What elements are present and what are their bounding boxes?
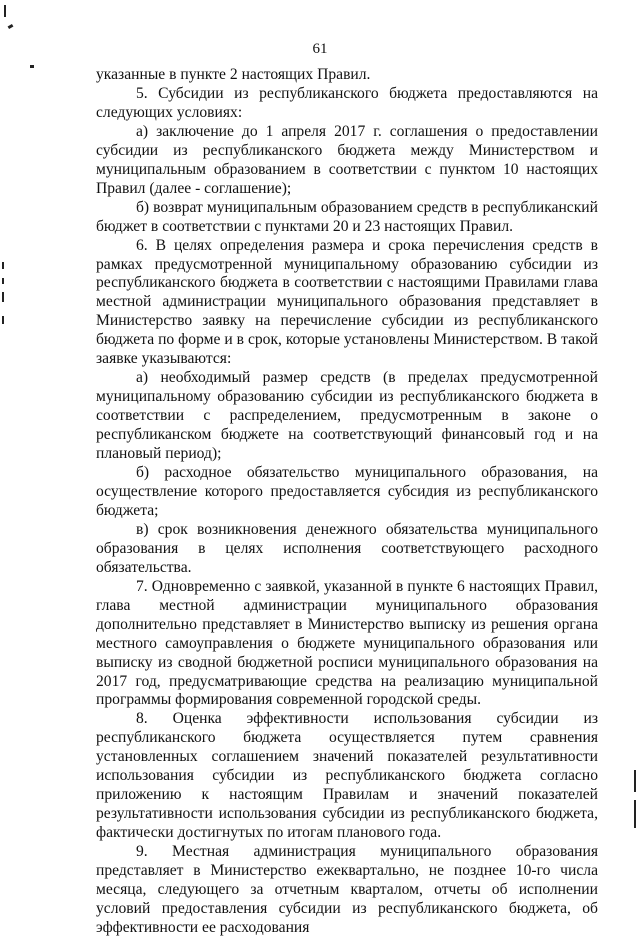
paragraph-item-6: 6. В целях определения размера и срока перечисления средств в рамках предусмотренной муниципальному образованию субсидии из республиканского бюджета в соответствии с настоящими Правилами глава местной администрации муниципального образования представляет в Министерство заявку на перечисление субсидии из республиканского бюджета по форме и в срок, которые установлены Министерством. В такой заявке указываются: xyxy=(96,236,598,368)
scan-mark xyxy=(2,278,4,284)
scan-mark xyxy=(8,24,14,29)
paragraph-continuation: указанные в пункте 2 настоящих Правил. xyxy=(96,66,371,83)
paragraph-item-5: 5. Субсидии из республиканского бюджета предоставляются на следующих условиях: xyxy=(96,84,598,121)
page-number: 61 xyxy=(312,41,328,57)
paragraph-item-9: 9. Местная администрация муниципального образования представляет в Министерство ежеквартально, не позднее 10-го числа месяца, следующего за отчетным кварталом, отчеты об исполнении условий предоставления субсидии из республиканского бюджета, об эффективности ее расходования xyxy=(96,843,598,936)
paragraph-item-5b: б) возврат муниципальным образованием средств в республиканский бюджет в соответствии с пунктами 20 и 23 настоящих Правил. xyxy=(96,198,598,235)
scan-mark xyxy=(4,5,6,17)
scan-mark xyxy=(2,316,4,324)
paragraph-item-6b: б) расходное обязательство муниципального образования, на осуществление которого предоставляется субсидия из республиканского бюджета; xyxy=(96,464,598,519)
paragraph-item-5a: а) заключение до 1 апреля 2017 г. соглашения о предоставлении субсидии из республиканского бюджета между Министерством и муниципальным образованием в соответствии с пунктом 10 настоящих Правил (далее - соглашение); xyxy=(96,122,598,197)
scan-mark xyxy=(2,292,4,302)
document-body xyxy=(96,66,598,938)
scan-mark xyxy=(634,770,636,792)
paragraph-item-8: 8. Оценка эффективности использования субсидии из республиканского бюджета осуществляется путем сравнения установленных соглашением значений показателей результативности использования субсидии из республиканского бюджета согласно приложению к настоящим Правилам и значений показателей результативности использования субсидии из республиканского бюджета, фактически достигнутых по итогам планового года. xyxy=(96,710,598,842)
paragraph-item-7: 7. Одновременно с заявкой, указанной в пункте 6 настоящих Правил, глава местной администрации муниципального образования дополнительно представляет в Министерство выписку из решения органа местного самоуправления о бюджете муниципального образования или выписку из сводной бюджетной росписи муниципального образования на 2017 год, предусматривающие средства на реализацию муниципальной программы формирования современной городской среды. xyxy=(96,577,598,709)
paragraph-item-6a: а) необходимый размер средств (в пределах предусмотренной муниципальному образованию субсидии из республиканского бюджета в соответствии с распределением, предусмотренным в законе о республиканском бюджете на соответствующий финансовый год и на плановый период); xyxy=(96,369,598,463)
scan-mark xyxy=(30,65,34,68)
paragraph-item-6c: в) срок возникновения денежного обязательства муниципального образования в целях исполнения соответствующего расходного обязательства. xyxy=(96,520,598,576)
scan-mark xyxy=(634,800,636,828)
scan-mark xyxy=(2,262,4,269)
